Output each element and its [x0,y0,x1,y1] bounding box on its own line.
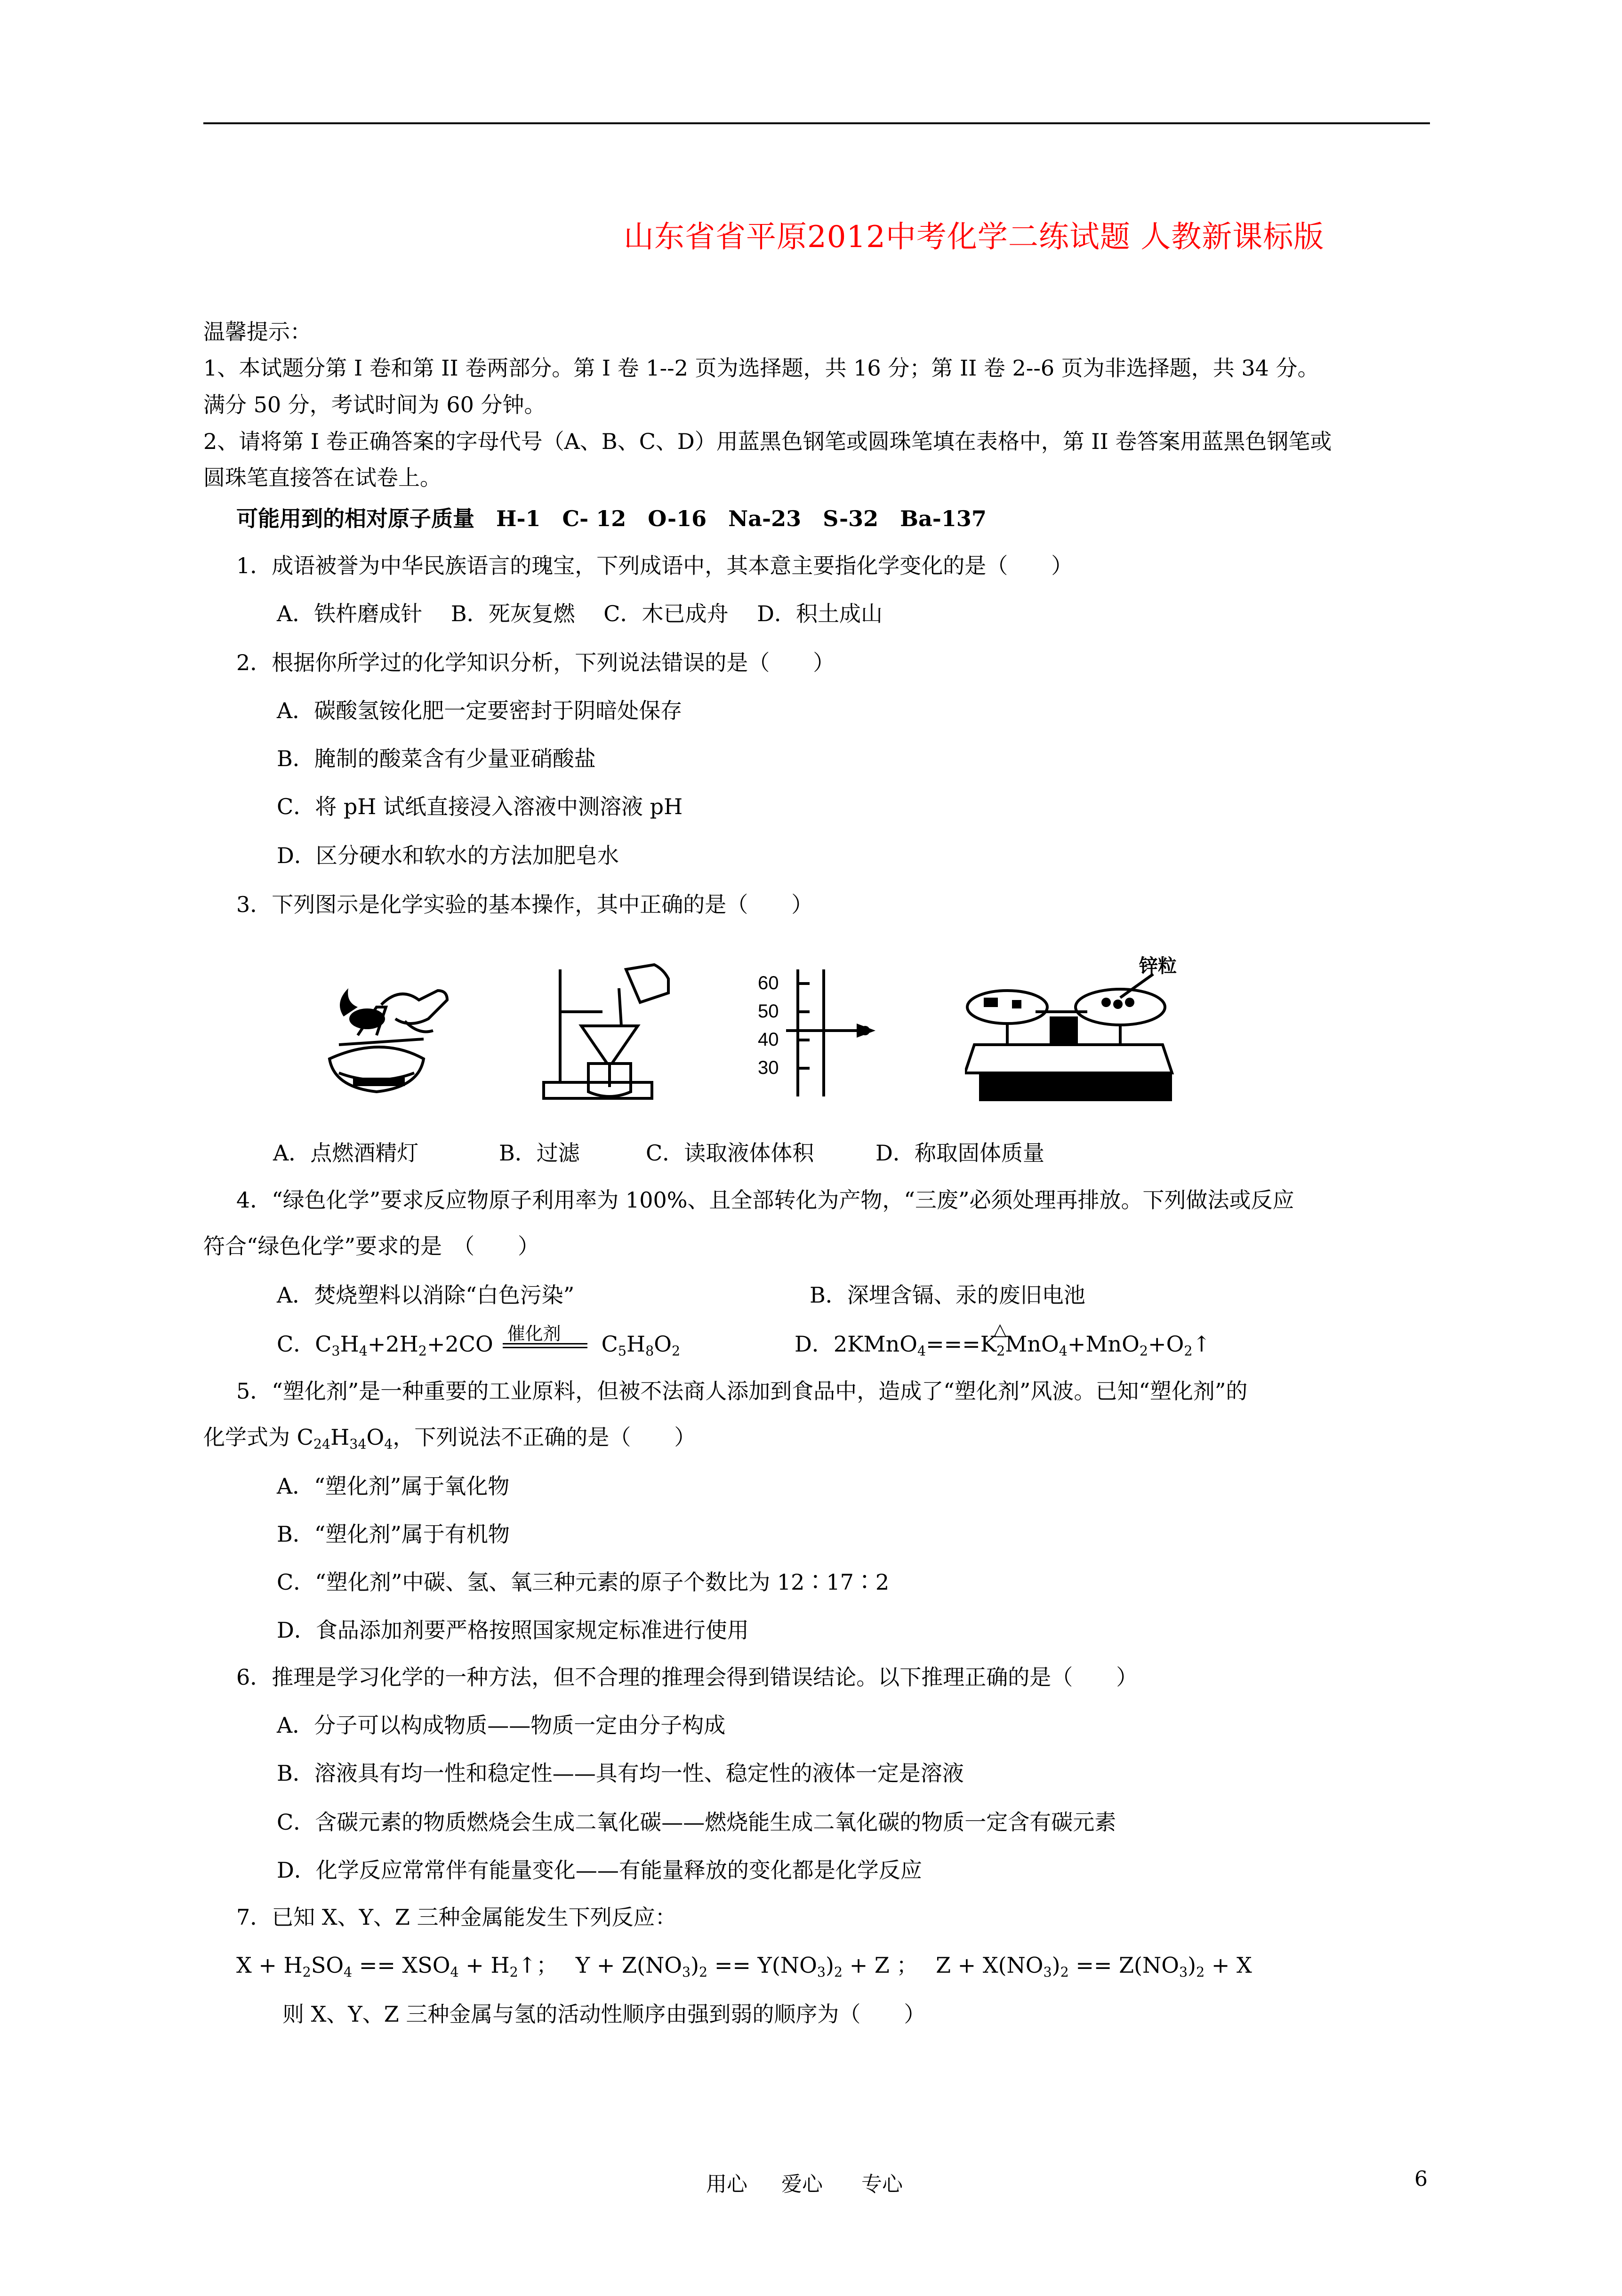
figure-label-b: B．过滤 [499,1140,580,1166]
catalyst-label: 催化剂 [507,1323,561,1344]
q5-option-d: D．食品添加剂要严格按照国家规定标准进行使用 [277,1617,749,1643]
page-title: 山东省省平原2012中考化学二练试题 人教新课标版 [624,220,1325,255]
q1-options: A．铁杵磨成针 B．死灰复燃 C．木已成舟 D．积土成山 [277,601,883,626]
balance-label: 锌粒 [1139,955,1177,977]
q7-reactions: $X + H_2SO_4 == XSO_4$ + $H_2↑$； $Y + Z(NO_3)_2 == Y(NO_3)_2 + Z$ ； $Z + X(NO_3)_2 == Z(NO_3)_2 + X$ [236,1952,1252,1980]
q5-stem-prefix: 化学式为 [203,1424,297,1450]
cylinder-tick-50: 50 [758,1001,779,1022]
q4-stem-line-1: 4．“绿色化学”要求反应物原子利用率为 100%、且全部转化为产物，“三废”必须处理再排放。下列做法或反应 [236,1187,1294,1213]
figure-label-c: C．读取液体体积 [646,1140,814,1166]
q5-option-a: A．“塑化剂”属于氧化物 [277,1473,510,1499]
q5-stem-suffix: ，下列说法不正确的是（ ） [393,1424,696,1450]
figure-graduated-cylinder [753,960,885,1101]
footer-motto-3: 专心 [861,2172,903,2196]
atomic-masses: 可能用到的相对原子质量 H-1 C- 12 O-16 Na-23 S-32 Ba-137 [236,506,987,531]
catalyst-arrow [493,1323,602,1355]
figure-filtration [541,960,678,1101]
cylinder-tick-60: 60 [758,973,779,993]
cylinder-tick-30: 30 [758,1057,779,1078]
q4-option-a: A．焚烧塑料以消除“白色污染” [277,1282,575,1308]
q4-option-b: B．深埋含镉、汞的废旧电池 [810,1282,1085,1308]
heat-mark: △ K [980,1330,996,1358]
q5-stem-line-1: 5．“塑化剂”是一种重要的工业原料，但被不法商人添加到食品中，造成了“塑化剂”风波。已知“塑化剂”的 [236,1378,1248,1404]
figure-balance [965,955,1191,1106]
q2-option-a: A．碳酸氢铵化肥一定要密封于阴暗处保存 [277,698,683,723]
q7-question: 则 X、Y、Z 三种金属与氢的活动性顺序由强到弱的顺序为（ ） [282,2001,926,2027]
tips-line-3: 2、请将第 I 卷正确答案的字母代号（A、B、C、D）用蓝黑色钢笔或圆珠笔填在表格中，第 II 卷答案用蓝黑色钢笔或 [203,429,1332,454]
heat-symbol: △ [993,1320,1007,1339]
figure-lighting-alcohol-lamp [311,960,452,1096]
q2-option-c: C．将 pH 试纸直接浸入溶液中测溶液 pH [277,794,683,819]
cylinder-tick-40: 40 [758,1029,779,1050]
page-number: 6 [1414,2167,1428,2191]
tips-heading: 温馨提示： [203,319,312,344]
q6-option-a: A．分子可以构成物质——物质一定由分子构成 [277,1712,726,1738]
q2-stem: 2．根据你所学过的化学知识分析，下列说法错误的是（ ） [236,650,835,675]
tips-line-1: 1、本试题分第 I 卷和第 II 卷两部分。第 I 卷 1--2 页为选择题，共 16 分；第 II 卷 2--6 页为非选择题，共 34 分。 [203,355,1319,381]
header-rule [203,122,1430,124]
q4-option-d: D．2KMnO$_4$=== △ $K_2MnO_4+MnO_2+O_2↑$ [795,1330,1211,1358]
q4-option-c: C．$C_3H_4+2H_2+2CO$ 催化剂 $C_5H_8O_2$ [277,1330,680,1358]
footer-motto-2: 爱心 [781,2172,823,2196]
q2-option-d: D．区分硬水和软水的方法加肥皂水 [277,843,619,868]
q6-option-b: B．溶液具有均一性和稳定性——具有均一性、稳定性的液体一定是溶液 [277,1760,964,1786]
footer-motto-1: 用心 [706,2172,747,2196]
q3-stem: 3．下列图示是化学实验的基本操作，其中正确的是（ ） [236,892,813,917]
figure-label-d: D．称取固体质量 [875,1140,1044,1166]
q1-stem: 1．成语被誉为中华民族语言的瑰宝，下列成语中，其本意主要指化学变化的是（ ） [236,553,1073,578]
q6-option-c: C．含碳元素的物质燃烧会生成二氧化碳——燃烧能生成二氧化碳的物质一定含有碳元素 [277,1809,1116,1835]
q5-option-c: C．“塑化剂”中碳、氢、氧三种元素的原子个数比为 12∶17∶2 [277,1569,890,1595]
q4-option-d-prefix: D． [795,1331,834,1357]
q6-stem: 6．推理是学习化学的一种方法，但不合理的推理会得到错误结论。以下推理正确的是（ ） [236,1664,1138,1690]
q4-option-c-prefix: C． [277,1331,315,1357]
q4-stem-line-2: 符合“绿色化学”要求的是 （ ） [203,1233,540,1259]
q5-option-b: B．“塑化剂”属于有机物 [277,1521,510,1547]
tips-line-2: 满分 50 分，考试时间为 60 分钟。 [203,392,546,417]
tips-line-4: 圆珠笔直接答在试卷上。 [203,465,442,490]
q2-option-b: B．腌制的酸菜含有少量亚硝酸盐 [277,746,596,771]
q7-stem: 7．已知 X、Y、Z 三种金属能发生下列反应： [236,1904,677,1930]
q5-stem-line-2: 化学式为 $C_{24}H_{34}O_4$，下列说法不正确的是（ ） [203,1424,696,1452]
q6-option-d: D．化学反应常常伴有能量变化——有能量释放的变化都是化学反应 [277,1857,922,1883]
figure-label-a: A．点燃酒精灯 [273,1140,419,1166]
